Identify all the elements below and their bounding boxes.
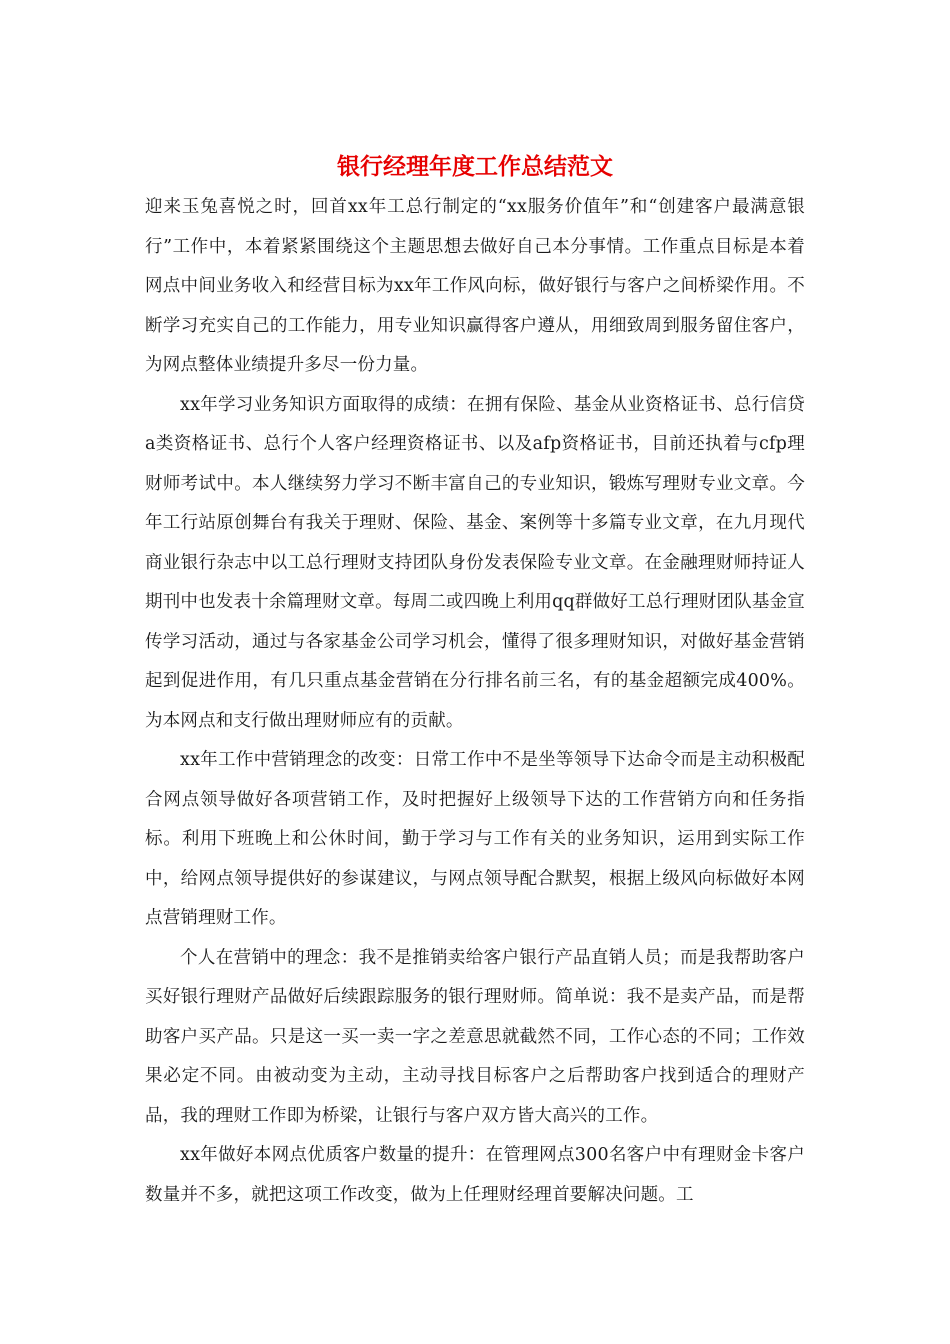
paragraph-intro: 迎来玉兔喜悦之时，回首xx年工总行制定的“xx服务价值年”和“创建客户最满意银行”工作中，本着紧紧围绕这个主题思想去做好自己本分事情。工作重点目标是本着网点中间业务收入和经营目标为xx年工作风向标，做好银行与客户之间桥梁作用。不断学习充实自己的工作能力，用专业知识赢得客户遵从，用细致周到服务留住客户，为网点整体业绩提升多尽一份力量。 <box>145 197 805 375</box>
paragraph-marketing-change: xx年工作中营销理念的改变：日常工作中不是坐等领导下达命令而是主动积极配合网点领导做好各项营销工作，及时把握好上级领导下达的工作营销方向和任务指标。利用下班晚上和公休时间，勤于学习与工作有关的业务知识，运用到实际工作中，给网点领导提供好的参谋建议，与网点领导配合默契，根据上级风向标做好本网点营销理财工作。 <box>145 750 805 928</box>
paragraph-customer-growth: xx年做好本网点优质客户数量的提升：在管理网点300名客户中有理财金卡客户数量并不多，就把这项工作改变，做为上任理财经理首要解决问题。工 <box>145 1145 805 1205</box>
document-title: 银行经理年度工作总结范文 <box>337 154 613 180</box>
paragraph-marketing-concept: 个人在营销中的理念：我不是推销卖给客户银行产品直销人员；而是我帮助客户买好银行理财产品做好后续跟踪服务的银行理财师。简单说：我不是卖产品，而是帮助客户买产品。只是这一买一卖一字之差意思就截然不同，工作心态的不同；工作效果必定不同。由被动变为主动，主动寻找目标客户之后帮助客户找到适合的理财产品，我的理财工作即为桥梁，让银行与客户双方皆大高兴的工作。 <box>145 947 805 1126</box>
paragraph-learning: xx年学习业务知识方面取得的成绩：在拥有保险、基金从业资格证书、总行信贷a类资格证书、总行个人客户经理资格证书、以及afp资格证书，目前还执着与cfp理财师考试中。本人继续努力学习不断丰富自己的专业知识，锻炼写理财专业文章。今年工行站原创舞台有我关于理财、保险、基金、案例等十多篇专业文章，在九月现代商业银行杂志中以工总行理财支持团队身份发表保险专业文章。在金融理财师持证人期刊中也发表十余篇理财文章。每周二或四晚上利用qq群做好工总行理财团队基金宣传学习活动，通过与各家基金公司学习机会，懂得了很多理财知识，对做好基金营销起到促进作用，有几只重点基金营销在分行排名前三名，有的基金超额完成400%。为本网点和支行做出理财师应有的贡献。 <box>145 394 806 731</box>
document-body <box>145 188 805 1215</box>
